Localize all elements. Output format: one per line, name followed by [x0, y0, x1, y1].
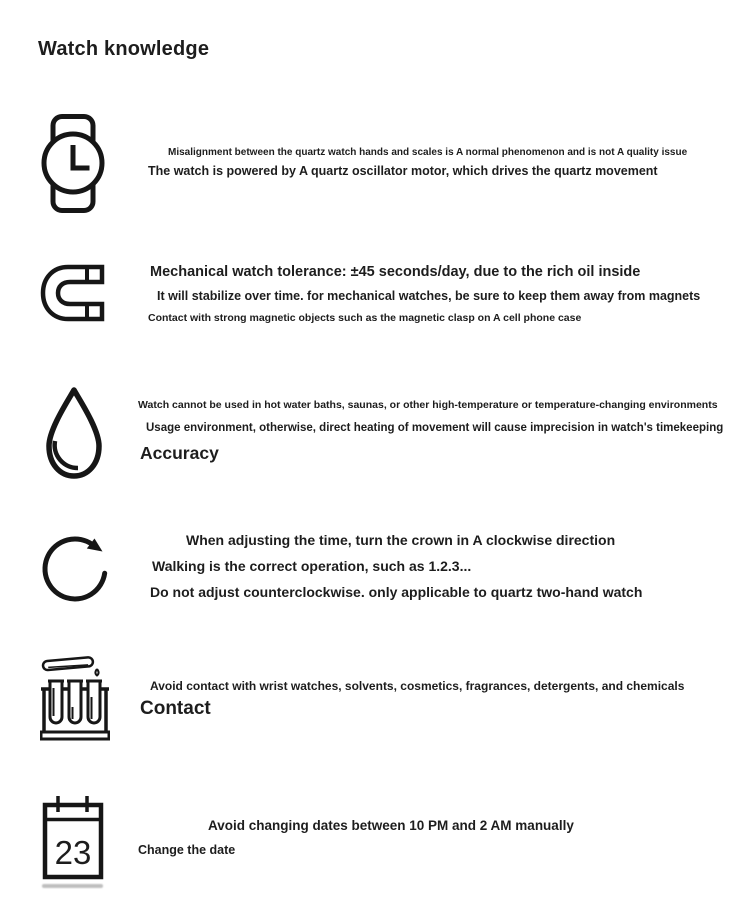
text-line: Mechanical watch tolerance: ±45 seconds/day, due to the rich oil inside [150, 264, 641, 280]
text-line: Do not adjust counterclockwise. only applicable to quartz two-hand watch [150, 584, 643, 600]
calendar-shadow [42, 884, 103, 888]
text-line: Walking is the correct operation, such as 1.2.3... [152, 558, 472, 574]
page-title: Watch knowledge [38, 38, 210, 60]
calendar-icon [42, 793, 104, 884]
text-line: Misalignment between the quartz watch hands and scales is A normal phenomenon and is not A quality issue [168, 147, 688, 158]
watch-icon [38, 112, 108, 215]
text-line: Contact with strong magnetic objects such as the magnetic clasp on A cell phone case [148, 312, 582, 324]
text-line: Watch cannot be used in hot water baths, saunas, or other high-temperature or temperature-changing environments [138, 399, 718, 411]
text-line: The watch is powered by A quartz oscillator motor, which drives the quartz movement [148, 164, 658, 178]
text-line: When adjusting the time, turn the crown in A clockwise direction [186, 532, 616, 548]
text-line: Change the date [138, 843, 236, 857]
section-heading-accuracy: Accuracy [140, 443, 219, 463]
text-line: Avoid changing dates between 10 PM and 2 AM manually [208, 818, 574, 833]
calendar-day-number: 23 [54, 834, 92, 871]
magnet-icon [40, 263, 106, 323]
section-heading-contact: Contact [140, 698, 211, 719]
water-drop-icon [40, 384, 108, 482]
text-line: Avoid contact with wrist watches, solvents, cosmetics, fragrances, detergents, and chemicals [150, 679, 685, 693]
text-line: Usage environment, otherwise, direct heating of movement will cause imprecision in watch's timekeeping [146, 422, 724, 434]
test-tubes-icon [40, 645, 110, 744]
text-line: It will stabilize over time. for mechanical watches, be sure to keep them away from magnets [157, 289, 701, 303]
clockwise-arrow-icon [42, 527, 112, 607]
